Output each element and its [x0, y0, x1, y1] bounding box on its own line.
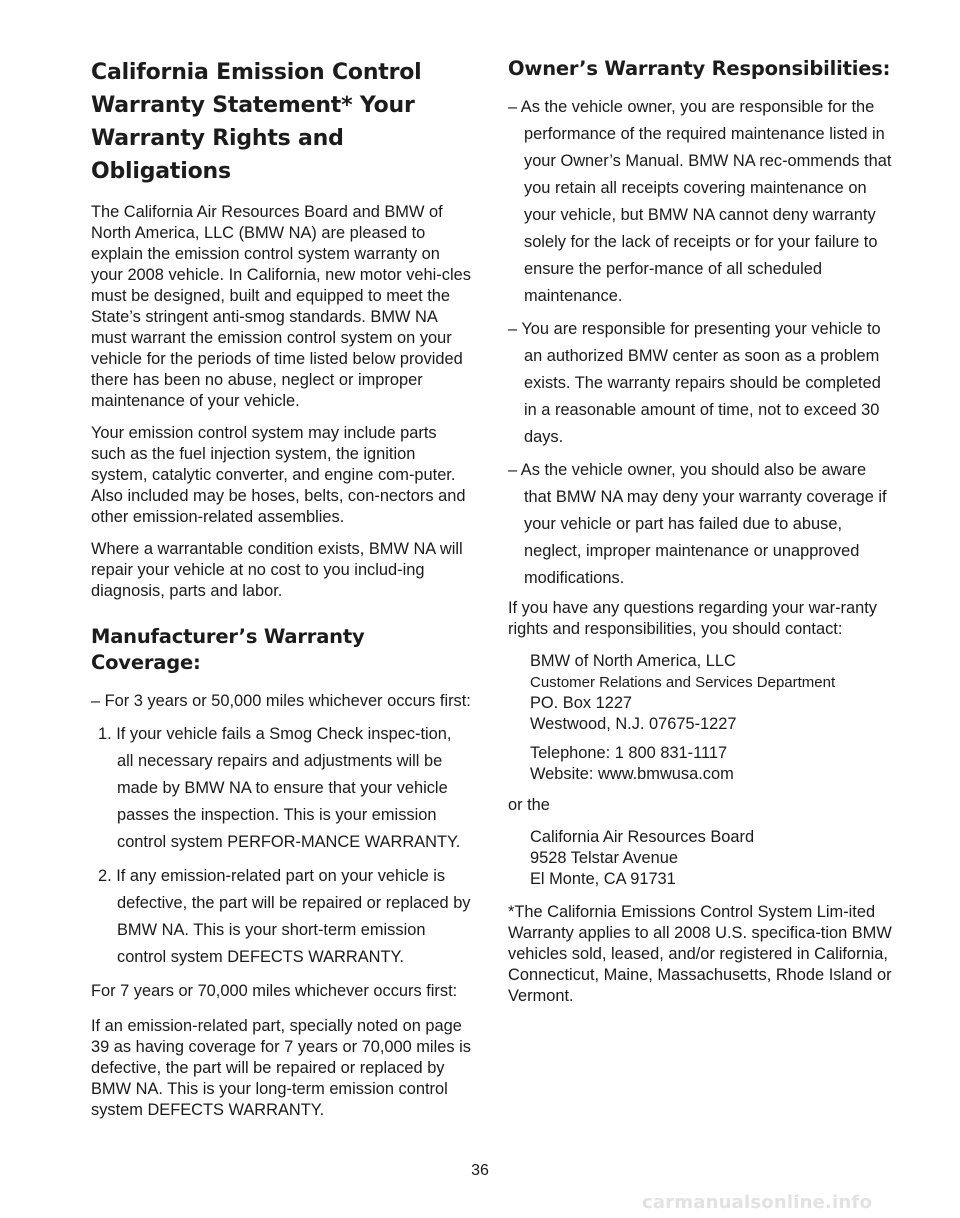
title-line-2: Warranty Statement* Your: [91, 93, 415, 118]
bmw-city: Westwood, N.J. 07675-1227: [530, 715, 737, 733]
left-column: [91, 52, 471, 1132]
or-the-label: or the: [508, 796, 550, 814]
performance-warranty-item: 1. If your vehicle fails a Smog Check inspec-tion, all necessary repairs and adjustments will be made by BMW NA to ensure that your vehicle passes the inspection. This is your emission control system PERFOR-MANCE WARRANTY.: [98, 725, 461, 851]
title-line-3: Warranty Rights and Obligations: [91, 126, 344, 184]
longterm-paragraph: If an emission-related part, specially noted on page 39 as having coverage for 7 years or 70,000 miles is defective, the part will be repaired or replaced by BMW NA. This is your long-term emission control system DEFECTS WARRANTY.: [91, 1017, 471, 1119]
coverage-heading: Manufacturer’s Warranty Coverage:: [91, 625, 365, 674]
bmw-website: Website: www.bmwusa.com: [530, 765, 734, 783]
owner-responsibilities-heading: Owner’s Warranty Responsibilities:: [508, 57, 891, 80]
bmw-phone: Telephone: 1 800 831-1117: [530, 744, 728, 762]
parts-paragraph: Your emission control system may include parts such as the fuel injection system, the ignition system, catalytic converter, and engine com-puter. Also included may be hoses, belts, con-nectors and other emission-related assemblies.: [91, 424, 466, 526]
bmw-company: BMW of North America, LLC: [530, 652, 736, 670]
bmw-pobox: PO. Box 1227: [530, 694, 633, 712]
coverage-3yr: – For 3 years or 50,000 miles whichever occurs first:: [91, 692, 471, 710]
repair-paragraph: Where a warrantable condition exists, BMW NA will repair your vehicle at no cost to you includ-ing diagnosis, parts and labor.: [91, 540, 463, 600]
defects-warranty-item: 2. If any emission-related part on your vehicle is defective, the part will be repaired or replaced by BMW NA. This is your short-term emission control system DEFECTS WARRANTY.: [98, 867, 471, 966]
responsibility-presenting: – You are responsible for presenting your vehicle to an authorized BMW center as soon as a problem exists. The warranty repairs should be completed in a reasonable amount of time, not to exceed 30 days.: [508, 320, 881, 446]
intro-paragraph: The California Air Resources Board and BMW of North America, LLC (BMW NA) are pleased to explain the emission control system warranty on your 2008 vehicle. In California, new motor vehi-cles must be designed, built and equipped to meet the State’s stringent anti-smog standards. BMW NA must warrant the emission control system on your vehicle for the periods of time listed below provided there has been no abuse, neglect or improper maintenance of your vehicle.: [91, 203, 471, 410]
coverage-7yr: For 7 years or 70,000 miles whichever occurs first:: [91, 982, 458, 1000]
page-number: 36: [471, 1162, 489, 1179]
watermark: carmanualsonline.info: [642, 1192, 873, 1213]
title-line-1: California Emission Control: [91, 60, 422, 85]
right-column: [508, 52, 892, 1018]
bmw-address: [508, 651, 892, 735]
questions-paragraph: If you have any questions regarding your war-ranty rights and responsibilities, you should contact:: [508, 599, 877, 638]
page-title: [91, 56, 471, 188]
carb-address: [508, 827, 892, 890]
carb-city: El Monte, CA 91731: [530, 870, 676, 888]
carb-street: 9528 Telstar Avenue: [530, 849, 678, 867]
responsibility-maintenance: – As the vehicle owner, you are responsible for the performance of the required maintenance listed in your Owner’s Manual. BMW NA rec-ommends that you retain all receipts covering maintenance on your vehicle, but BMW NA cannot deny warranty solely for the lack of receipts or for your failure to ensure the perfor-mance of all scheduled maintenance.: [508, 98, 892, 305]
responsibility-deny: – As the vehicle owner, you should also be aware that BMW NA may deny your warranty coverage if your vehicle or part has failed due to abuse, neglect, improper maintenance or unapproved modifications.: [508, 461, 887, 587]
carb-name: California Air Resources Board: [530, 828, 755, 846]
bmw-department: Customer Relations and Services Department: [530, 674, 836, 691]
footnote: *The California Emissions Control System Lim-ited Warranty applies to all 2008 U.S. specifica-tion BMW vehicles sold, leased, and/or registered in California, Connecticut, Maine, Massachusetts, Rhode Island or Vermont.: [508, 903, 892, 1005]
bmw-contact: [508, 743, 892, 785]
